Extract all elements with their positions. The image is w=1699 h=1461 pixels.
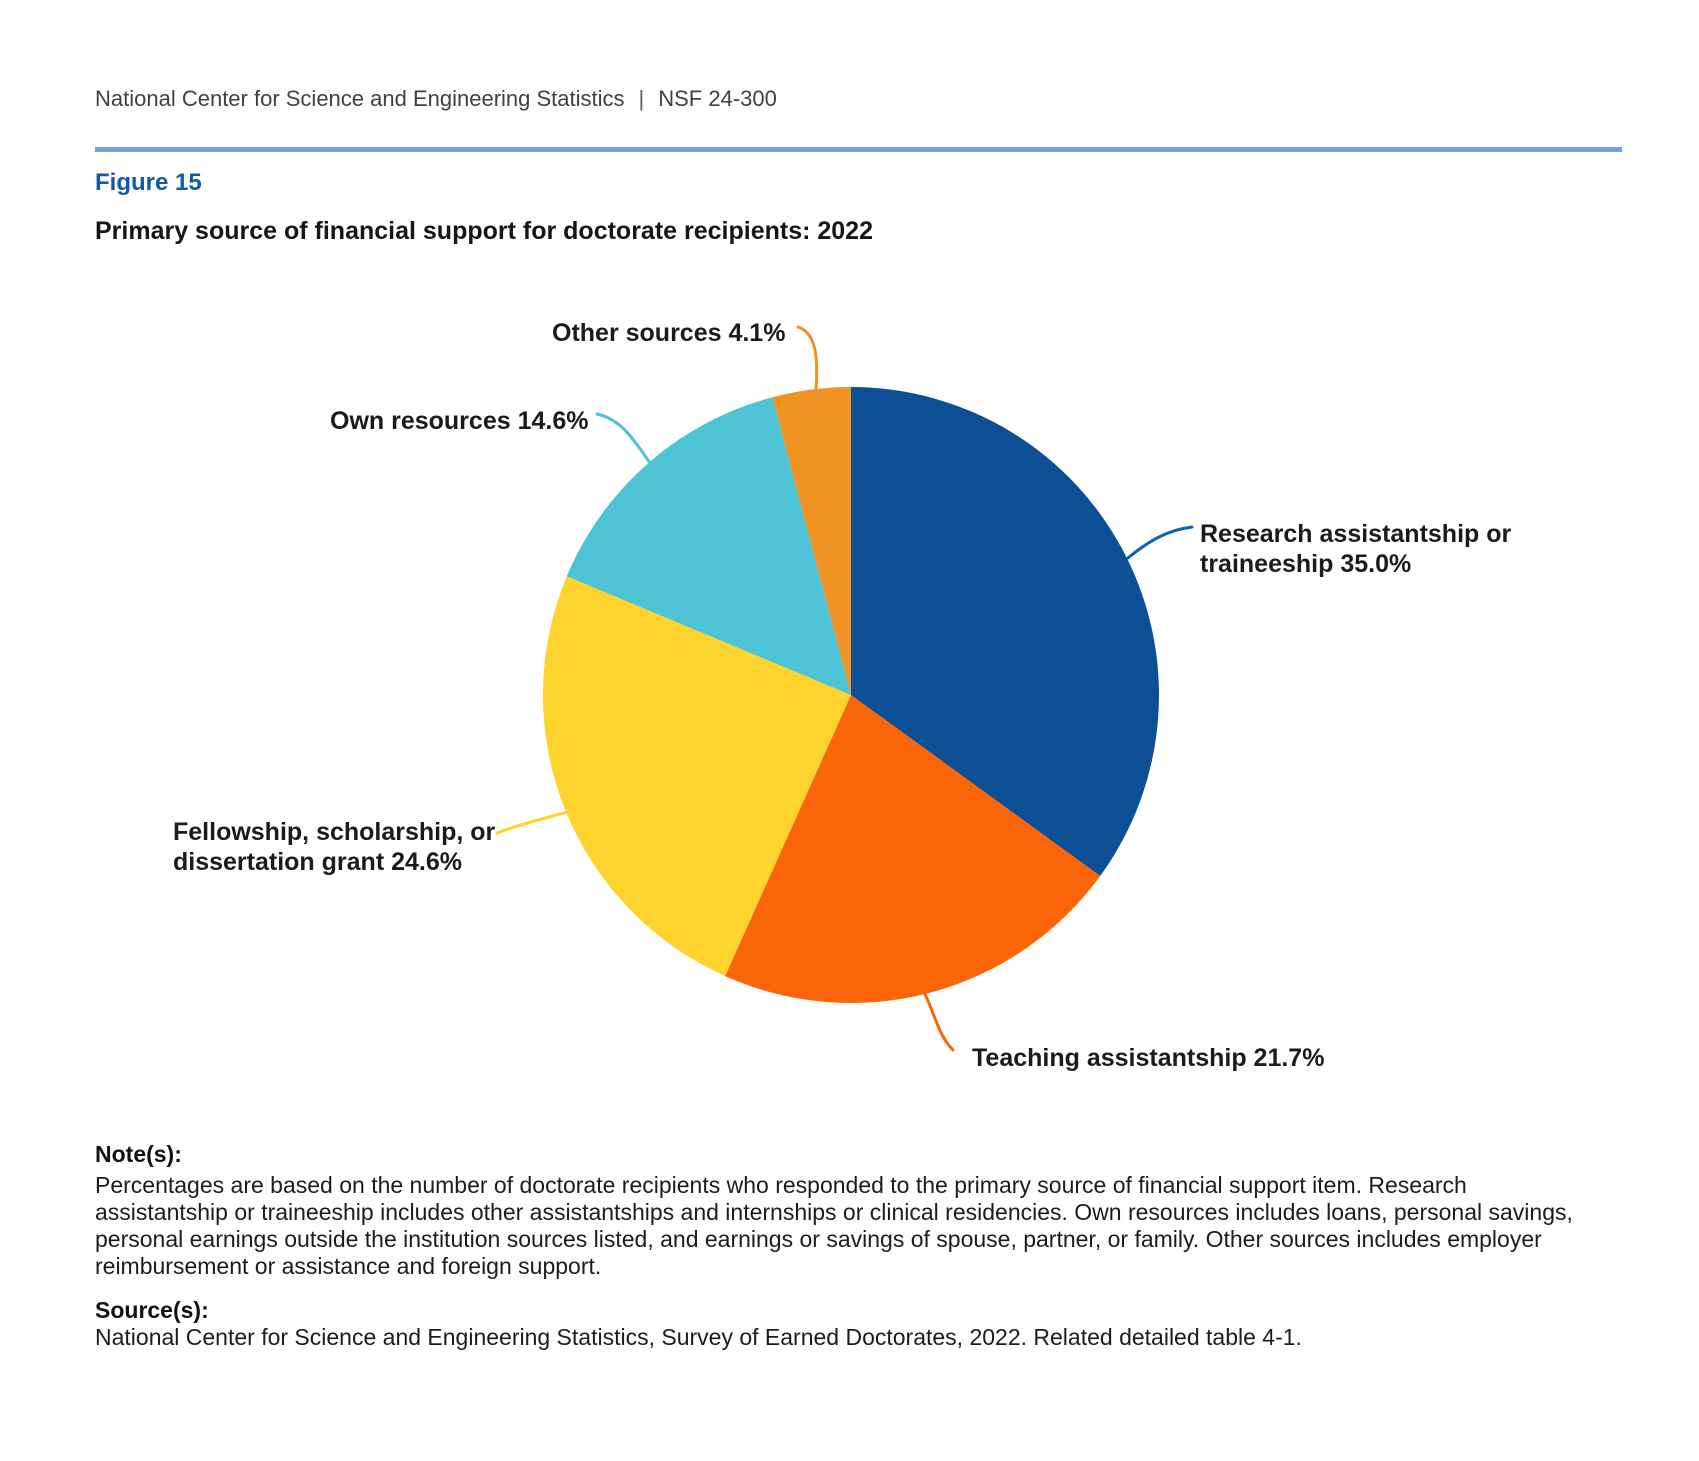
leader-line-teaching-assistantship xyxy=(925,994,953,1050)
callout-teaching-assistantship xyxy=(972,1043,1324,1073)
callout-line: Other sources 4.1% xyxy=(552,319,786,347)
header-report-number: NSF 24-300 xyxy=(658,86,777,111)
callout-line: Fellowship, scholarship, or xyxy=(173,818,496,846)
notes-text-line: assistantship or traineeship includes other assistantships and internships or clinical residencies. Own resources includes loans, personal savings, xyxy=(95,1199,1573,1225)
callout-other-sources xyxy=(552,318,785,348)
figure-label: Figure 15 xyxy=(95,169,202,196)
header-agency-text: National Center for Science and Engineering Statistics xyxy=(95,86,625,111)
header-separator: | xyxy=(638,86,645,111)
leader-line-own-resources xyxy=(597,414,653,467)
leader-line-fellowship xyxy=(497,810,575,833)
sources-heading: Source(s): xyxy=(95,1297,209,1323)
sources-text: National Center for Science and Engineering Statistics, Survey of Earned Doctorates, 2022. Related detailed table 4-1. xyxy=(95,1324,1302,1350)
callout-line: Research assistantship or xyxy=(1200,520,1512,548)
callout-own-resources xyxy=(330,406,588,436)
notes-text-line: reimbursement or assistance and foreign support. xyxy=(95,1253,602,1279)
notes-heading: Note(s): xyxy=(95,1141,182,1167)
pie-slices-group xyxy=(543,387,1159,1003)
chart-title: Primary source of financial support for doctorate recipients: 2022 xyxy=(95,217,873,245)
callout-research-assistantship xyxy=(1200,519,1511,579)
callout-line: dissertation grant 24.6% xyxy=(173,848,462,876)
callout-line: Own resources 14.6% xyxy=(330,407,589,435)
callout-line: traineeship 35.0% xyxy=(1200,550,1412,578)
notes-text-line: Percentages are based on the number of doctorate recipients who responded to the primary source of financial support item. Research xyxy=(95,1172,1467,1198)
leader-line-research-assistantship xyxy=(1128,527,1192,558)
notes-text-line: personal earnings outside the institution sources listed, and earnings or savings of spouse, partner, or family. Other sources includes employer xyxy=(95,1226,1542,1252)
callout-fellowship xyxy=(173,817,495,877)
callout-line: Teaching assistantship 21.7% xyxy=(972,1044,1325,1072)
leader-line-other-sources xyxy=(798,327,817,390)
